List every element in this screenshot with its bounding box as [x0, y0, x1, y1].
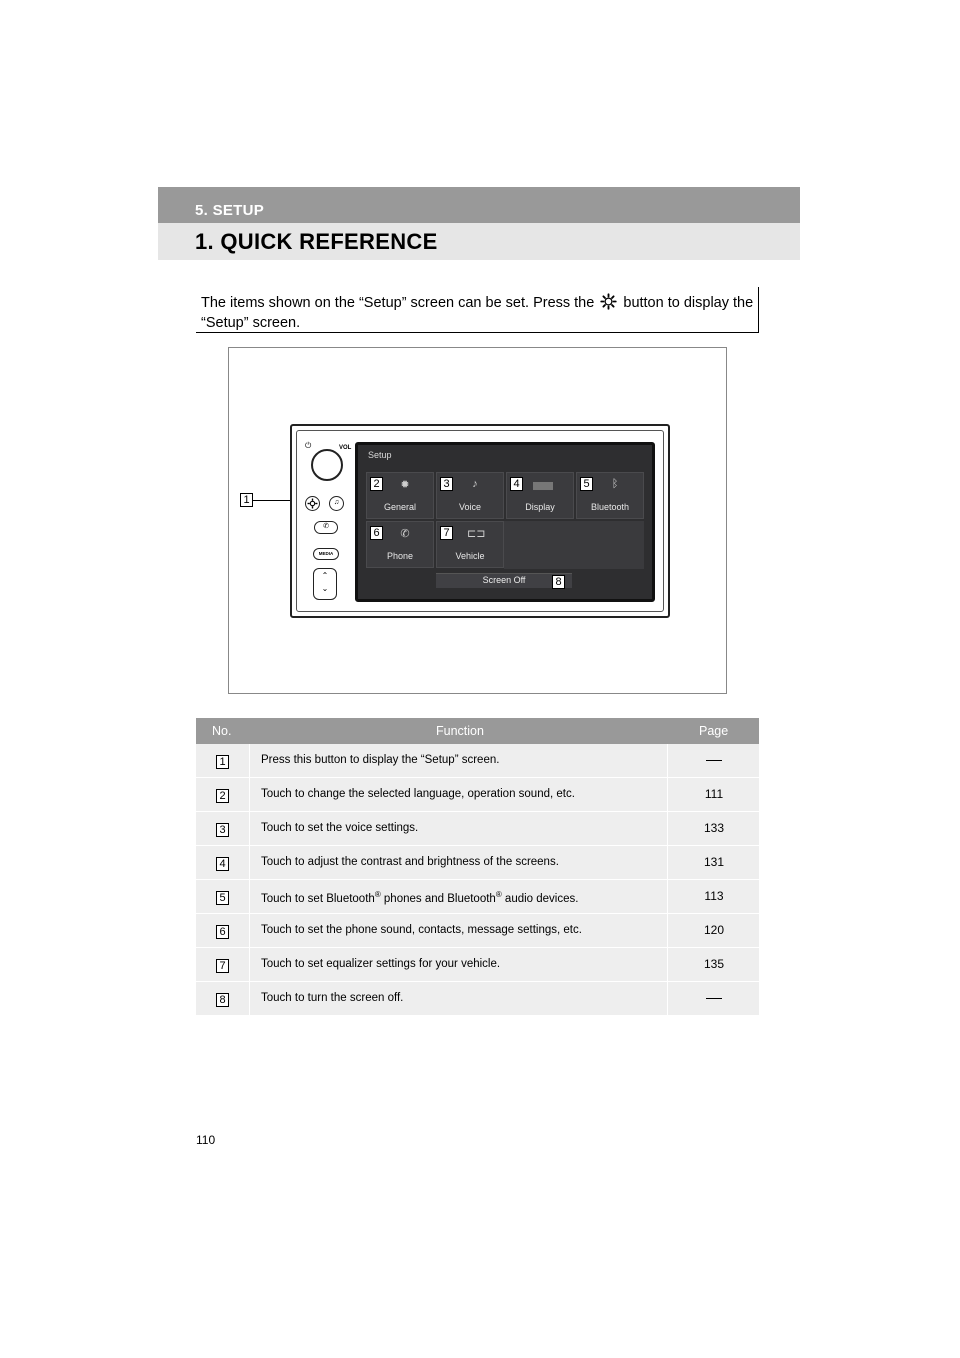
- tile-vehicle[interactable]: [436, 521, 504, 568]
- row-function: Touch to set the phone sound, contacts, message settings, etc.: [261, 924, 582, 936]
- row-page: [667, 982, 760, 1015]
- table-row: [196, 948, 759, 982]
- callout-marker-8: 8: [552, 575, 565, 589]
- tile-label: General: [383, 502, 417, 512]
- callout-marker-5: 5: [580, 477, 593, 491]
- tile-label: Voice: [458, 502, 482, 512]
- header-function: Function: [436, 724, 484, 738]
- row-function: Touch to change the selected language, operation sound, etc.: [261, 788, 575, 800]
- tile-label: Vehicle: [455, 551, 485, 561]
- callout-marker-3: 3: [440, 477, 453, 491]
- row-page: 120: [667, 914, 760, 947]
- tile-label: Bluetooth: [590, 502, 630, 512]
- tile-display[interactable]: [506, 472, 574, 519]
- head-unit: [290, 424, 670, 618]
- row-page: 135: [667, 948, 760, 981]
- intro-text-end: button to display the “Setup” screen.: [201, 295, 754, 331]
- empty-tile-area: [504, 521, 644, 569]
- tile-bluetooth[interactable]: [576, 472, 644, 519]
- row-number-marker: 2: [216, 789, 229, 803]
- row-number-marker: 1: [216, 755, 229, 769]
- row-function: Touch to set equalizer settings for your vehicle.: [261, 958, 501, 970]
- phone-icon: ✆: [323, 523, 329, 530]
- header-no: No.: [212, 724, 232, 738]
- row-number-marker: 7: [216, 959, 229, 973]
- vol-label: VOL: [339, 445, 352, 451]
- callout-marker-4: 4: [510, 477, 523, 491]
- row-number-marker: 8: [216, 993, 229, 1007]
- gear-icon: ✹: [400, 479, 410, 491]
- row-page: [667, 744, 760, 777]
- row-number-marker: 3: [216, 823, 229, 837]
- table-row: [196, 880, 759, 914]
- table-row: [196, 812, 759, 846]
- table-row: [196, 846, 759, 880]
- car-icon: ⊏⊐: [467, 528, 486, 540]
- callout-marker-6: 6: [370, 526, 383, 540]
- volume-knob[interactable]: [311, 449, 343, 481]
- table-row: [196, 914, 759, 948]
- callout-marker-1: 1: [240, 493, 253, 507]
- tile-phone[interactable]: [366, 521, 434, 568]
- intro-text-start: The items shown on the “Setup” screen can be set. Press the: [201, 295, 595, 311]
- gear-icon: [600, 293, 617, 310]
- row-number-marker: 6: [216, 925, 229, 939]
- voice-icon: ♪: [472, 478, 478, 490]
- row-page: 113: [667, 880, 760, 913]
- tile-label: Phone: [386, 551, 414, 561]
- setup-figure: [228, 347, 727, 694]
- tune-hw-button[interactable]: ⌃ ⌄: [313, 568, 337, 600]
- row-number-marker: 4: [216, 857, 229, 871]
- row-function: Touch to adjust the contrast and brightness of the screens.: [261, 856, 559, 868]
- media-hw-button[interactable]: MEDIA: [313, 548, 339, 560]
- bluetooth-icon: ᛒ: [611, 478, 619, 490]
- table-row: [196, 982, 759, 1016]
- dash-mark: [706, 998, 722, 999]
- screen-off-button[interactable]: [436, 573, 572, 588]
- gear-icon: [307, 498, 318, 509]
- section-label: 5. SETUP: [195, 202, 265, 219]
- tile-general[interactable]: [366, 472, 434, 519]
- row-function: Touch to set the voice settings.: [261, 822, 419, 834]
- screen-off-label: Screen Off: [482, 575, 526, 585]
- header-page: Page: [699, 724, 729, 738]
- row-page: 133: [667, 812, 760, 845]
- callout-marker-7: 7: [440, 526, 453, 540]
- table-row: [196, 778, 759, 812]
- row-function: Touch to turn the screen off.: [261, 992, 404, 1004]
- setup-hw-button[interactable]: [305, 496, 320, 511]
- row-number-marker: 5: [216, 891, 229, 905]
- title-bar: [158, 223, 800, 260]
- row-function: Press this button to display the “Setup” screen.: [261, 754, 500, 766]
- intro-text: [201, 293, 756, 333]
- phone-icon: ✆: [400, 528, 410, 540]
- row-page: 131: [667, 846, 760, 879]
- page-number: 110: [196, 1133, 216, 1147]
- table-row: [196, 744, 759, 778]
- intro-box: [196, 287, 759, 333]
- voice-hw-button[interactable]: ♫: [329, 496, 344, 511]
- dash-mark: [706, 760, 722, 761]
- screen-title: Setup: [368, 450, 392, 460]
- tile-label: Display: [525, 502, 555, 512]
- function-table: [196, 718, 759, 1016]
- section-header: [158, 187, 800, 223]
- power-icon: ⏻: [305, 441, 312, 450]
- callout-marker-2: 2: [370, 477, 383, 491]
- page-title: 1. QUICK REFERENCE: [195, 229, 438, 254]
- row-page: 111: [667, 778, 760, 811]
- tile-voice[interactable]: [436, 472, 504, 519]
- phone-hw-button[interactable]: [314, 521, 338, 534]
- row-function: Touch to set Bluetooth® phones and Bluetooth® audio devices.: [261, 890, 579, 905]
- table-header: [196, 718, 759, 744]
- head-unit-bezel: [296, 430, 664, 612]
- display-icon: [533, 482, 553, 490]
- setup-screen: [355, 442, 655, 602]
